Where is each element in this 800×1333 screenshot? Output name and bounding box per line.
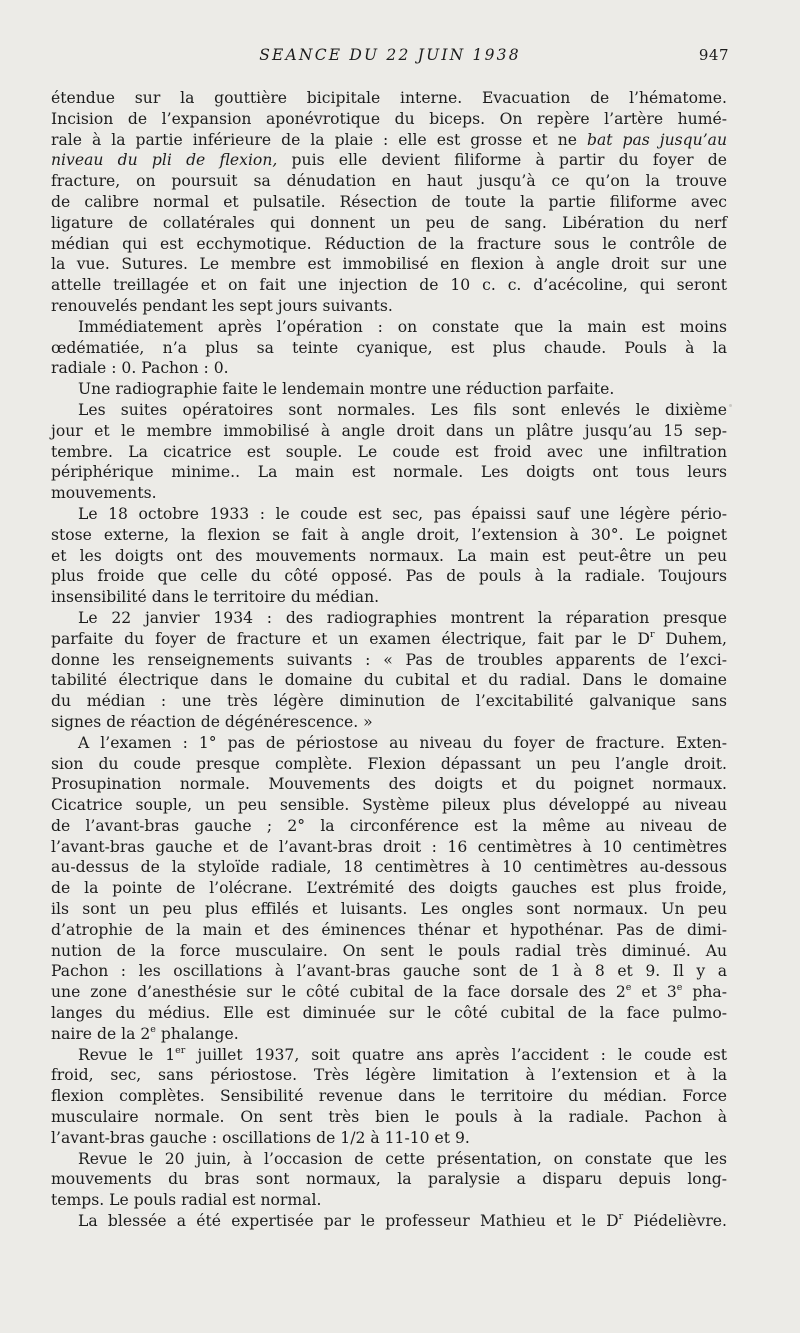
text-line: étendue sur la gouttière bicipitale interne. Evacuation de l’hématome.	[51, 89, 727, 107]
text-line: radiale : 0. Pachon : 0.	[51, 359, 229, 378]
text-line: tembre. La cicatrice est souple. Le coude est froid avec une infiltration	[51, 442, 727, 461]
text-line: Une radiographie faite le lendemain montre une réduction parfaite.	[78, 380, 615, 399]
text-line: insensibilité dans le territoire du médian.	[51, 588, 380, 607]
text-line: fracture, on poursuit sa dénudation en haut jusqu’à ce qu’on la trouve	[51, 172, 727, 191]
text-line	[51, 982, 727, 1003]
text-line: attelle treillagée et on fait une injection de 10 c. c. d’acécoline, qui seront	[51, 276, 727, 295]
text-segment: parfaite du foyer de fracture et un examen électrique, fait par le D	[51, 629, 650, 648]
text-line: Pachon : les oscillations à l’avant-bras gauche sont de 1 à 8 et 9. Il y a	[51, 962, 727, 981]
text-line: l’avant-bras gauche et de l’avant-bras droit : 16 centimètres à 10 centimètres	[51, 837, 727, 856]
superscript: r	[649, 628, 655, 640]
text-line: tabilité électrique dans le domaine du cubital et du radial. Dans le domaine	[51, 671, 727, 690]
text-line: de la pointe de l’olécrane. L’extrémité des doigts gauches est plus froide,	[51, 879, 727, 898]
text-line: stose externe, la flexion se fait à angle droit, l’extension à 30°. Le poignet	[51, 525, 727, 544]
superscript: er	[175, 1044, 186, 1056]
text-line: signes de réaction de dégénérescence. »	[51, 712, 373, 731]
text-line: d’atrophie de la main et des éminences thénar et hypothénar. Pas de dimi-	[51, 920, 727, 939]
text-line: mouvements du bras sont normaux, la paralysie a disparu depuis long-	[51, 1170, 727, 1189]
text-line: ils sont un peu plus effilés et luisants. Les ongles sont normaux. Un peu	[51, 900, 727, 919]
text-line: périphérique minime.. La main est normale. Les doigts ont tous leurs	[51, 463, 727, 482]
text-line: flexion complètes. Sensibilité revenue dans le territoire du médian. Force	[51, 1087, 727, 1106]
margin-speck	[729, 404, 732, 407]
text-segment: rale à la partie inférieure de la plaie : elle est grosse et ne	[51, 130, 587, 149]
text-line: plus froide que celle du côté opposé. Pas de pouls à la radiale. Toujours	[51, 567, 727, 586]
superscript: e	[150, 1023, 156, 1035]
text-segment: et 3	[631, 983, 677, 1002]
superscript: r	[618, 1211, 624, 1223]
text-line: œdématiée, n’a plus sa teinte cyanique, est plus chaude. Pouls à la	[51, 338, 727, 357]
text-line: donne les renseignements suivants : « Pas de troubles apparents de l’exci-	[51, 650, 727, 669]
text-segment: Revue le 1	[78, 1045, 176, 1064]
text-line: la vue. Sutures. Le membre est immobilisé en flexion à angle droit sur une	[51, 255, 727, 274]
text-line: médian qui est ecchymotique. Réduction de la fracture sous le contrôle de	[51, 234, 727, 253]
superscript: e	[676, 982, 683, 994]
text-segment: une zone d’anesthésie sur le côté cubital de la face dorsale des 2	[51, 983, 626, 1002]
text-line: Incision de l’expansion aponévrotique du biceps. On repère l’artère humé-	[51, 109, 727, 128]
text-line	[51, 1211, 727, 1232]
text-line	[51, 1024, 727, 1045]
text-line: Le 18 octobre 1933 : le coude est sec, pas épaissi sauf une légère pério-	[78, 504, 727, 523]
text-line: renouvelés pendant les sept jours suivants.	[51, 296, 393, 315]
text-line: mouvements.	[51, 484, 157, 503]
text-line: nution de la force musculaire. On sent le pouls radial très diminué. Au	[51, 941, 727, 960]
text-line: jour et le membre immobilisé à angle droit dans un plâtre jusqu’au 15 sep-	[51, 421, 727, 440]
text-line: musculaire normale. On sent très bien le pouls à la radiale. Pachon à	[51, 1108, 727, 1127]
text-segment: phalange.	[155, 1024, 239, 1043]
text-segment: puis elle devient filiforme à partir du foyer de	[277, 151, 728, 170]
text-line: l’avant-bras gauche : oscillations de 1/2 à 11-10 et 9.	[51, 1128, 470, 1147]
text-line: froid, sec, sans périostose. Très légère limitation à l’extension et à la	[51, 1066, 727, 1085]
superscript: e	[625, 982, 632, 994]
text-line: Revue le 20 juin, à l’occasion de cette présentation, on constate que les	[78, 1149, 727, 1168]
text-line: Immédiatement après l’opération : on constate que la main est moins	[78, 317, 727, 336]
text-line: du médian : une très légère diminution de l’excitabilité galvanique sans	[51, 692, 727, 711]
text-line	[51, 150, 727, 171]
body-text	[51, 88, 727, 1232]
text-line	[51, 629, 727, 650]
italic-text: bat pas jusqu’au	[586, 130, 727, 149]
text-line: Prosupination normale. Mouvements des doigts et du poignet normaux.	[51, 775, 727, 794]
running-head-title: SEANCE DU 22 JUIN 1938	[259, 46, 521, 64]
text-line: temps. Le pouls radial est normal.	[51, 1191, 322, 1210]
text-line: et les doigts ont des mouvements normaux. La main est peut-être un peu	[51, 546, 727, 565]
text-line: de l’avant-bras gauche ; 2° la circonférence est la même au niveau de	[51, 816, 727, 835]
text-line	[51, 130, 727, 151]
text-segment: naire de la 2	[51, 1024, 151, 1043]
text-segment: juillet 1937, soit quatre ans après l’accident : le coude est	[185, 1045, 727, 1064]
italic-text: niveau du pli de flexion,	[51, 151, 278, 170]
page-number: 947	[698, 46, 729, 64]
text-line: langes du médius. Elle est diminuée sur le côté cubital de la face pulmo-	[51, 1004, 727, 1023]
text-line: Le 22 janvier 1934 : des radiographies montrent la réparation presque	[78, 608, 727, 627]
text-segment: Duhem,	[654, 629, 727, 648]
text-line: Les suites opératoires sont normales. Les fils sont enlevés le dixième	[78, 400, 727, 419]
text-line: de calibre normal et pulsatile. Résection de toute la partie filiforme avec	[51, 192, 727, 211]
text-line: A l’examen : 1° pas de périostose au niveau du foyer de fracture. Exten-	[78, 733, 727, 752]
running-head	[51, 46, 729, 70]
text-segment: pha-	[682, 983, 727, 1002]
text-line: Cicatrice souple, un peu sensible. Système pileux plus développé au niveau	[51, 796, 727, 815]
text-line: sion du coude presque complète. Flexion dépassant un peu l’angle droit.	[51, 754, 727, 773]
text-line: ligature de collatérales qui donnent un peu de sang. Libération du nerf	[51, 213, 727, 232]
text-segment: La blessée a été expertisée par le professeur Mathieu et le D	[78, 1212, 619, 1231]
text-line: au-dessus de la styloïde radiale, 18 centimètres à 10 centimètres au-dessous	[51, 858, 727, 877]
text-line	[51, 1045, 727, 1066]
text-segment: Piédelièvre.	[623, 1212, 727, 1231]
